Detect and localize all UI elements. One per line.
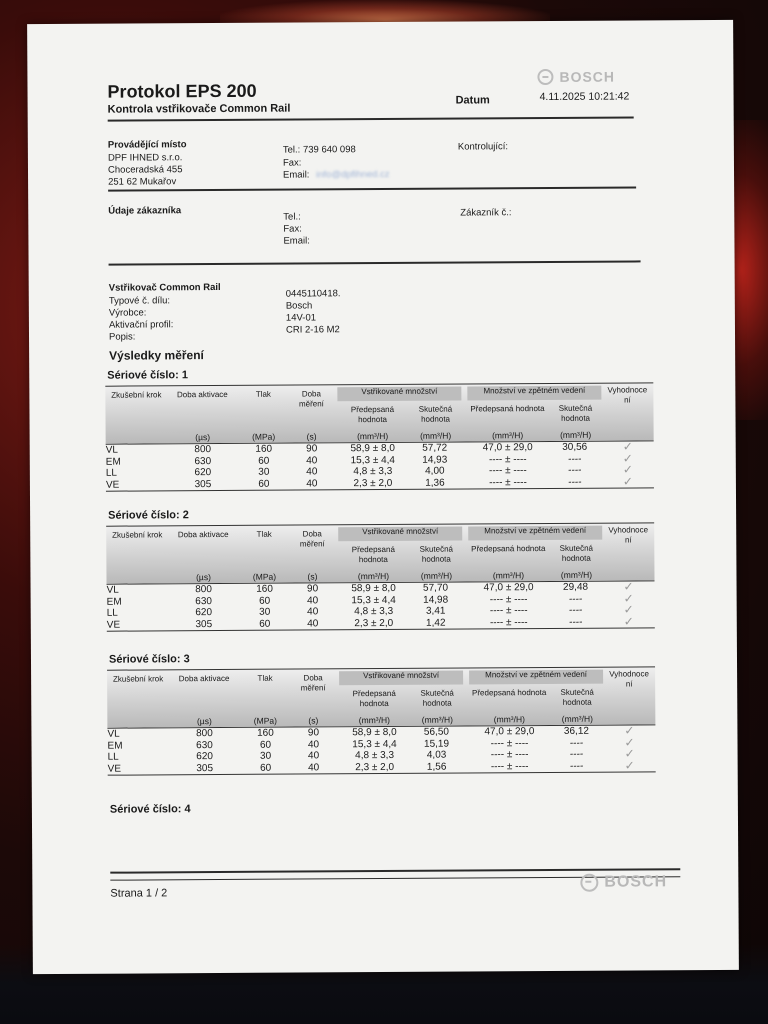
column-header-actual: Skutečná hodnota bbox=[420, 688, 454, 708]
provider-heading: Provádějící místo bbox=[107, 139, 187, 151]
group-header-injected: Vstřikované množství bbox=[337, 387, 461, 402]
cell-duration: 40 bbox=[307, 617, 319, 629]
column-header-pressure: Tlak bbox=[257, 673, 273, 683]
check-icon: ✓ bbox=[624, 723, 635, 738]
cell-actual: 4,00 bbox=[425, 465, 445, 477]
column-header-duration: Doba měření bbox=[298, 389, 324, 409]
cell-duration: 90 bbox=[307, 727, 320, 739]
protocol-sheet bbox=[27, 20, 739, 974]
cell-pressure: 60 bbox=[259, 618, 271, 630]
cell-return-actual: ---- bbox=[568, 593, 583, 605]
cell-step: VE bbox=[106, 619, 121, 631]
cell-activation: 305 bbox=[196, 762, 214, 774]
results-table bbox=[105, 382, 654, 491]
cell-duration: 40 bbox=[307, 594, 319, 606]
column-header-duration: Doba měření bbox=[299, 529, 325, 549]
series-label: Sériové číslo: 1 bbox=[107, 369, 189, 382]
cell-step: LL bbox=[107, 751, 119, 763]
cell-activation: 620 bbox=[195, 607, 213, 619]
unit-label: (mm³/H) bbox=[357, 570, 390, 582]
cell-actual: 57,72 bbox=[422, 442, 448, 454]
unit-label: (s) bbox=[306, 431, 317, 442]
group-header-return: Množství ve zpětném vedení bbox=[469, 670, 603, 685]
cell-actual: 3,41 bbox=[425, 605, 446, 617]
unit-label: (mm³/H) bbox=[421, 714, 453, 725]
column-header-return-nominal: Předepsaná hodnota bbox=[472, 688, 547, 698]
cell-step: EM bbox=[106, 596, 122, 608]
cell-activation: 630 bbox=[194, 455, 212, 467]
column-header-nominal: Předepsaná hodnota bbox=[350, 404, 395, 425]
column-header-pressure: Tlak bbox=[256, 529, 272, 539]
unit-label: (mm³/H) bbox=[493, 714, 525, 725]
unit-label: (mm³/H) bbox=[560, 429, 592, 440]
check-icon: ✓ bbox=[623, 602, 634, 617]
cell-nominal: 2,3 ± 2,0 bbox=[354, 617, 394, 629]
column-header-return-actual: Skutečná hodnota bbox=[558, 403, 593, 423]
check-icon: ✓ bbox=[622, 450, 633, 466]
cell-activation: 620 bbox=[196, 751, 213, 763]
cell-step: EM bbox=[105, 456, 121, 468]
column-header-step: Zkušební krok bbox=[112, 530, 163, 540]
cell-return-nominal: 47,0 ± 29,0 bbox=[484, 726, 535, 738]
cell-nominal: 4,8 ± 3,3 bbox=[353, 465, 393, 478]
injector-value: CRI 2-16 M2 bbox=[285, 324, 340, 336]
date-label: Datum bbox=[455, 94, 490, 107]
cell-actual: 14,93 bbox=[422, 454, 448, 466]
column-header-pressure: Tlak bbox=[255, 389, 271, 399]
cell-return-nominal: ---- ± ---- bbox=[488, 465, 527, 477]
cell-duration: 40 bbox=[307, 606, 319, 618]
column-header-step: Zkušební krok bbox=[111, 390, 162, 400]
column-header-nominal: Předepsaná hodnota bbox=[352, 688, 396, 709]
document-subtitle: Kontrola vstřikovače Common Rail bbox=[107, 102, 291, 116]
divider bbox=[110, 868, 680, 873]
column-header-return-nominal: Předepsaná hodnota bbox=[471, 544, 546, 554]
cell-duration: 40 bbox=[306, 454, 318, 466]
column-header-actual: Skutečná hodnota bbox=[418, 404, 453, 424]
cell-duration: 40 bbox=[307, 738, 320, 750]
cell-pressure: 60 bbox=[259, 595, 271, 607]
unit-label: (mm³/H) bbox=[492, 570, 525, 581]
unit-label: (mm³/H) bbox=[357, 430, 389, 442]
cell-activation: 620 bbox=[194, 467, 212, 479]
injector-value: 14V-01 bbox=[285, 312, 317, 324]
check-icon: ✓ bbox=[623, 613, 634, 629]
injector-label: Typové č. dílu: bbox=[108, 295, 171, 307]
column-header-evaluation: Vyhodnoce ní bbox=[608, 525, 649, 545]
results-table bbox=[106, 522, 655, 631]
injector-value: 0445110418. bbox=[285, 288, 341, 300]
cell-return-actual: ---- bbox=[568, 453, 582, 465]
document-title: Protokol EPS 200 bbox=[107, 80, 257, 102]
cell-activation: 305 bbox=[195, 618, 213, 630]
cell-nominal: 58,9 ± 8,0 bbox=[352, 726, 397, 739]
cell-return-actual: ---- bbox=[569, 737, 584, 749]
cell-pressure: 30 bbox=[259, 606, 271, 618]
controller-label: Kontrolující: bbox=[457, 141, 509, 153]
unit-label: (MPa) bbox=[252, 431, 276, 442]
date-value: 4.11.2025 10:21:42 bbox=[539, 90, 630, 104]
divider bbox=[108, 116, 634, 121]
cell-step: EM bbox=[107, 740, 123, 752]
provider-email-value: info@dpfihned.cz bbox=[315, 168, 390, 181]
unit-label: (µs) bbox=[195, 432, 211, 443]
cell-return-nominal: ---- ± ---- bbox=[489, 593, 528, 605]
injector-label: Výrobce: bbox=[108, 307, 147, 319]
divider bbox=[109, 260, 641, 265]
cell-nominal: 58,9 ± 8,0 bbox=[350, 442, 395, 455]
table-header bbox=[106, 522, 654, 583]
bosch-logo-icon: BOSCH bbox=[580, 873, 667, 892]
group-header-injected: Vstřikované množství bbox=[338, 527, 462, 542]
cell-duration: 40 bbox=[306, 466, 318, 478]
cell-duration: 40 bbox=[308, 761, 320, 773]
cell-return-nominal: ---- ± ---- bbox=[490, 749, 529, 761]
cell-return-nominal: 47,0 ± 29,0 bbox=[483, 582, 534, 594]
cell-actual: 14,98 bbox=[423, 594, 449, 606]
cell-step: VL bbox=[105, 444, 118, 456]
customer-email: Email: bbox=[283, 235, 310, 247]
cell-nominal: 4,8 ± 3,3 bbox=[354, 605, 394, 618]
provider-city: 251 62 Mukařov bbox=[108, 176, 177, 188]
unit-label: (MPa) bbox=[253, 715, 277, 726]
cell-activation: 800 bbox=[194, 444, 212, 456]
cell-return-actual: ---- bbox=[569, 760, 584, 772]
cell-pressure: 30 bbox=[259, 750, 272, 762]
check-icon: ✓ bbox=[622, 462, 633, 477]
customer-heading: Údaje zákazníka bbox=[108, 205, 182, 217]
column-header-duration: Doba měření bbox=[300, 673, 326, 693]
bosch-logo-icon: BOSCH bbox=[537, 69, 615, 85]
column-header-return-nominal: Předepsaná hodnota bbox=[470, 404, 545, 414]
cell-step: VL bbox=[107, 728, 120, 740]
cell-actual: 1,56 bbox=[426, 761, 447, 773]
cell-pressure: 60 bbox=[259, 739, 272, 751]
cell-activation: 630 bbox=[196, 739, 213, 751]
page-number: Strana 1 / 2 bbox=[110, 887, 168, 900]
check-icon: ✓ bbox=[624, 746, 635, 761]
column-header-nominal: Předepsaná hodnota bbox=[351, 544, 395, 565]
cell-actual: 15,19 bbox=[423, 738, 450, 750]
cell-return-nominal: ---- ± ---- bbox=[489, 476, 527, 488]
cell-return-actual: 29,48 bbox=[563, 581, 589, 593]
check-icon: ✓ bbox=[623, 579, 634, 594]
column-header-activation: Doba aktivace bbox=[178, 673, 230, 684]
cell-return-actual: ---- bbox=[568, 604, 583, 616]
cell-activation: 305 bbox=[194, 478, 212, 490]
cell-pressure: 160 bbox=[257, 727, 274, 739]
unit-label: (mm³/H) bbox=[560, 569, 593, 580]
cell-return-nominal: ---- ± ---- bbox=[490, 737, 529, 749]
results-table bbox=[107, 666, 656, 775]
cell-step: LL bbox=[106, 607, 118, 619]
unit-label: (mm³/H) bbox=[561, 713, 593, 724]
cell-return-actual: ---- bbox=[568, 464, 582, 476]
unit-label: (MPa) bbox=[252, 571, 277, 582]
column-header-return-actual: Skutečná hodnota bbox=[559, 543, 594, 563]
customer-fax: Fax: bbox=[283, 223, 302, 235]
provider-street: Choceradská 455 bbox=[107, 164, 183, 176]
cell-pressure: 60 bbox=[258, 455, 270, 467]
cell-actual: 4,03 bbox=[426, 749, 447, 761]
check-icon: ✓ bbox=[624, 757, 635, 773]
cell-return-actual: ---- bbox=[568, 476, 582, 488]
unit-label: (µs) bbox=[196, 572, 211, 583]
series-label: Sériové číslo: 3 bbox=[108, 653, 190, 666]
cell-return-actual: ---- bbox=[569, 748, 584, 760]
injector-heading: Vstřikovač Common Rail bbox=[108, 281, 221, 294]
check-icon: ✓ bbox=[623, 590, 634, 606]
table-header bbox=[107, 666, 655, 727]
cell-return-nominal: ---- ± ---- bbox=[490, 760, 529, 772]
group-header-injected: Vstřikované množství bbox=[339, 671, 463, 686]
cell-step: VL bbox=[106, 584, 119, 596]
cell-duration: 40 bbox=[306, 477, 318, 489]
provider-name: DPF IHNED s.r.o. bbox=[107, 152, 183, 164]
provider-tel: Tel.: 739 640 098 bbox=[282, 144, 356, 156]
cell-nominal: 4,8 ± 3,3 bbox=[355, 749, 395, 762]
cell-actual: 1,36 bbox=[425, 477, 445, 489]
series-label: Sériové číslo: 4 bbox=[109, 803, 191, 816]
series-label: Sériové číslo: 2 bbox=[108, 509, 189, 522]
column-header-activation: Doba aktivace bbox=[176, 389, 228, 400]
check-icon: ✓ bbox=[624, 734, 635, 750]
cell-nominal: 15,3 ± 4,4 bbox=[351, 594, 396, 606]
cell-duration: 90 bbox=[306, 583, 319, 595]
cell-actual: 56,50 bbox=[423, 726, 449, 738]
cell-return-actual: ---- bbox=[569, 616, 583, 628]
cell-actual: 1,42 bbox=[426, 617, 446, 629]
cell-duration: 90 bbox=[306, 443, 318, 455]
unit-label: (mm³/H) bbox=[420, 570, 453, 581]
injector-label: Aktivační profil: bbox=[108, 319, 174, 331]
divider bbox=[108, 186, 636, 191]
cell-pressure: 60 bbox=[260, 762, 272, 774]
unit-label: (mm³/H) bbox=[492, 430, 524, 441]
column-header-evaluation: Vyhodnoce ní bbox=[607, 385, 648, 405]
table-header bbox=[105, 382, 653, 443]
cell-activation: 800 bbox=[196, 728, 213, 740]
cell-step: VE bbox=[105, 479, 120, 491]
cell-nominal: 2,3 ± 2,0 bbox=[355, 761, 395, 773]
group-header-return: Množství ve zpětném vedení bbox=[468, 526, 602, 541]
cell-nominal: 15,3 ± 4,4 bbox=[350, 454, 396, 466]
cell-return-nominal: 47,0 ± 29,0 bbox=[482, 442, 533, 454]
cell-return-nominal: ---- ± ---- bbox=[489, 605, 528, 617]
customer-tel: Tel.: bbox=[283, 211, 301, 223]
cell-activation: 800 bbox=[195, 584, 212, 596]
cell-pressure: 30 bbox=[258, 466, 270, 478]
unit-label: (mm³/H) bbox=[420, 430, 452, 441]
cell-nominal: 58,9 ± 8,0 bbox=[351, 582, 396, 595]
provider-email-label: Email: bbox=[282, 169, 310, 181]
provider-fax: Fax: bbox=[282, 157, 302, 169]
column-header-return-actual: Skutečná hodnota bbox=[560, 687, 594, 707]
unit-label: (s) bbox=[308, 715, 319, 726]
injector-label: Popis: bbox=[108, 331, 136, 343]
cell-actual: 57,70 bbox=[423, 582, 449, 594]
cell-return-actual: 30,56 bbox=[562, 441, 588, 453]
cell-step: VE bbox=[107, 763, 122, 775]
unit-label: (s) bbox=[307, 571, 318, 582]
unit-label: (µs) bbox=[196, 716, 212, 727]
cell-return-nominal: ---- ± ---- bbox=[489, 616, 528, 628]
injector-value: Bosch bbox=[285, 300, 313, 312]
cell-pressure: 60 bbox=[258, 478, 270, 490]
cell-pressure: 160 bbox=[256, 583, 273, 595]
cell-duration: 40 bbox=[307, 750, 320, 762]
unit-label: (mm³/H) bbox=[358, 714, 390, 726]
cell-pressure: 160 bbox=[255, 443, 273, 455]
column-header-step: Zkušební krok bbox=[112, 674, 164, 684]
cell-step: LL bbox=[105, 467, 118, 479]
column-header-evaluation: Vyhodnoce ní bbox=[609, 669, 649, 689]
column-header-activation: Doba aktivace bbox=[177, 529, 229, 540]
check-icon: ✓ bbox=[622, 439, 633, 454]
group-header-return: Množství ve zpětném vedení bbox=[467, 386, 601, 401]
cell-return-nominal: ---- ± ---- bbox=[488, 453, 527, 465]
cell-nominal: 2,3 ± 2,0 bbox=[353, 477, 393, 489]
customer-number-label: Zákazník č.: bbox=[460, 207, 512, 219]
cell-return-actual: 36,12 bbox=[563, 725, 589, 737]
check-icon: ✓ bbox=[622, 473, 633, 489]
results-heading: Výsledky měření bbox=[109, 348, 204, 363]
column-header-actual: Skutečná hodnota bbox=[419, 544, 454, 564]
cell-nominal: 15,3 ± 4,4 bbox=[352, 738, 397, 750]
cell-activation: 630 bbox=[195, 595, 213, 607]
